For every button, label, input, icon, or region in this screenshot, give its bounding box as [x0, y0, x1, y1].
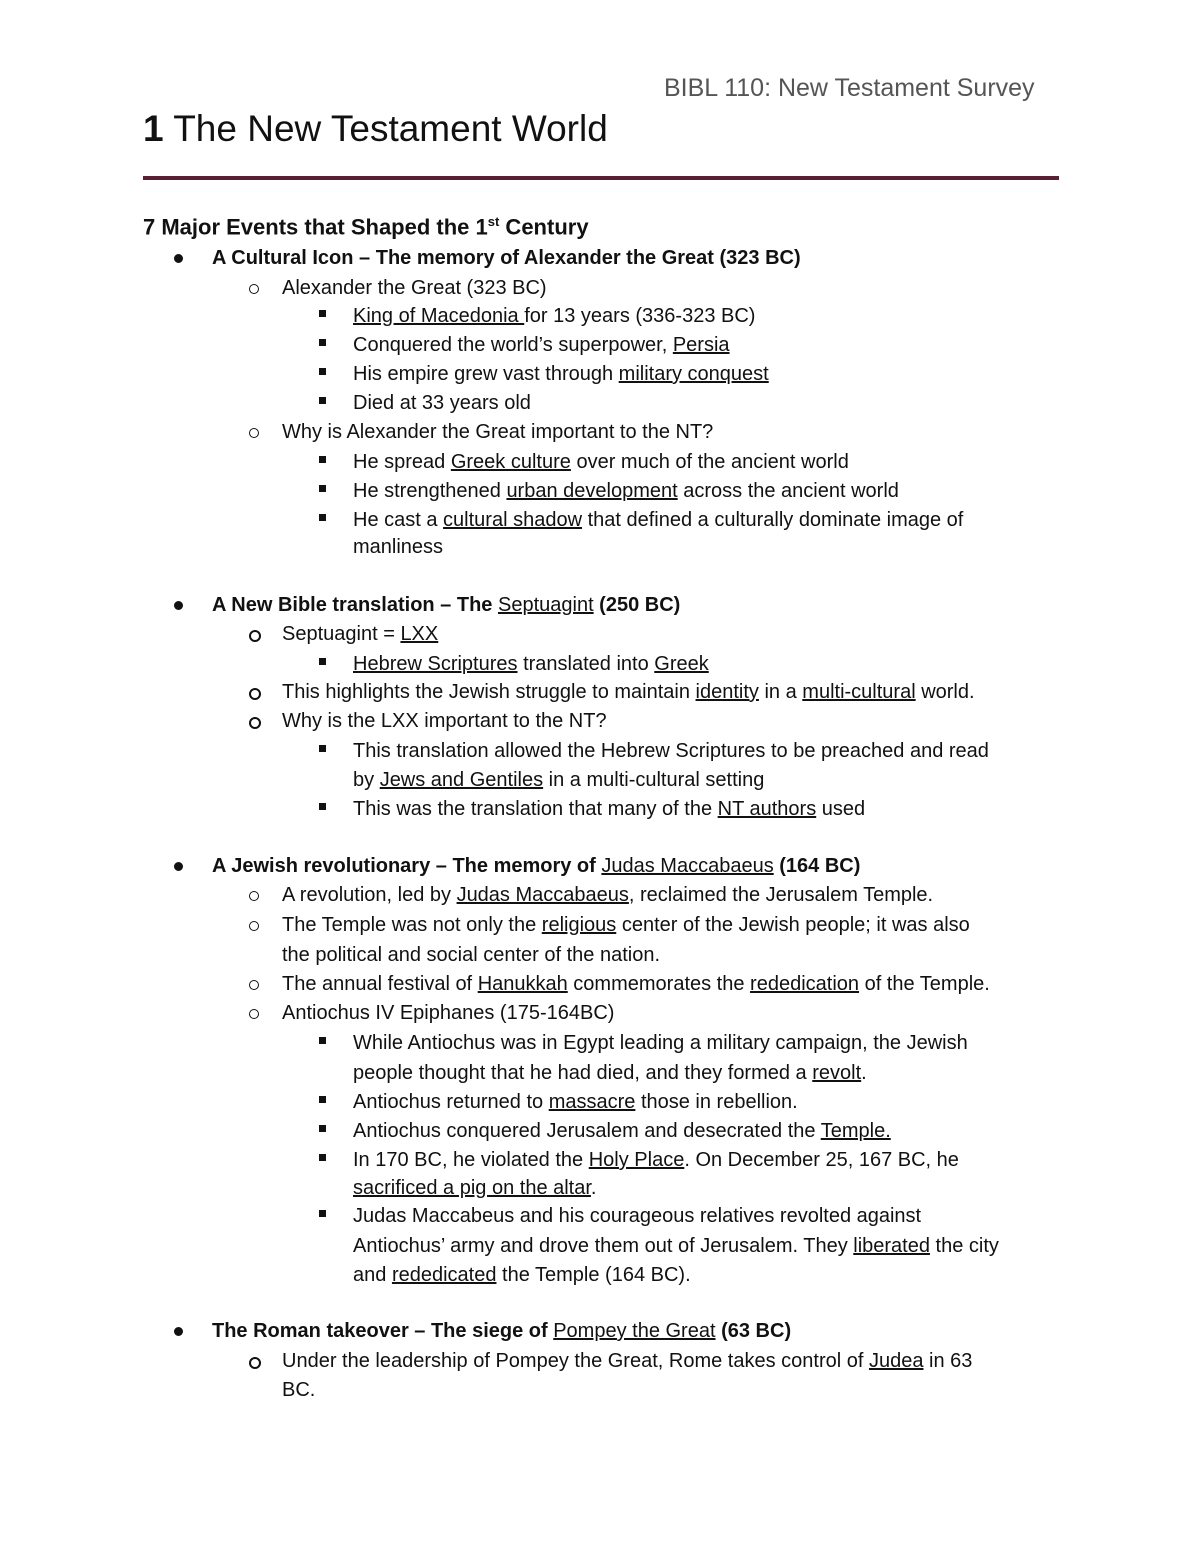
bullet-square-icon — [319, 1210, 326, 1217]
bullet-circle-icon — [249, 284, 259, 294]
bullet-circle-icon — [249, 891, 259, 901]
list-item: The annual festival of Hanukkah commemorates the rededication of the Temple. — [282, 973, 990, 995]
bullet-square-icon — [319, 658, 326, 665]
bullet-square-icon — [319, 339, 326, 346]
event-title: A Jewish revolutionary – The memory of Judas Maccabaeus (164 BC) — [212, 855, 861, 877]
bullet-square-icon — [319, 1037, 326, 1044]
bullet-square-icon — [319, 1154, 326, 1161]
list-item: Died at 33 years old — [353, 392, 531, 414]
section-heading — [143, 214, 589, 240]
bullet-circle-icon — [249, 921, 259, 931]
list-item: This translation allowed the Hebrew Scriptures to be preached and read — [353, 740, 989, 762]
bullet-circle-icon — [249, 630, 261, 642]
list-item-continued: Antiochus’ army and drove them out of Jerusalem. They liberated the city — [353, 1235, 999, 1257]
bullet-circle-icon — [249, 688, 261, 700]
list-item: Septuagint = LXX — [282, 623, 439, 645]
list-item: His empire grew vast through military conquest — [353, 363, 769, 385]
list-item: While Antiochus was in Egypt leading a military campaign, the Jewish — [353, 1032, 968, 1054]
list-item: Under the leadership of Pompey the Great, Rome takes control of Judea in 63 — [282, 1350, 973, 1372]
bullet-circle-icon — [249, 1357, 261, 1369]
list-item: Hebrew Scriptures translated into Greek — [353, 653, 709, 675]
bullet-dot-icon — [174, 1327, 183, 1336]
bullet-square-icon — [319, 1125, 326, 1132]
heading-text-end: Century — [499, 214, 589, 240]
list-item: Alexander the Great (323 BC) — [282, 277, 547, 299]
list-item-continued: manliness — [353, 536, 444, 558]
bullet-square-icon — [319, 368, 326, 375]
list-item: This highlights the Jewish struggle to maintain identity in a multi-cultural world. — [282, 681, 975, 703]
event-title: A Cultural Icon – The memory of Alexander the Great (323 BC) — [212, 247, 801, 269]
bullet-square-icon — [319, 485, 326, 492]
list-item-continued: people thought that he had died, and they formed a revolt. — [353, 1062, 867, 1084]
chapter-number: 1 — [143, 108, 164, 149]
bullet-dot-icon — [174, 254, 183, 263]
list-item: The Temple was not only the religious center of the Jewish people; it was also — [282, 914, 970, 936]
bullet-square-icon — [319, 310, 326, 317]
list-item-continued: BC. — [282, 1379, 316, 1401]
event-title: A New Bible translation – The Septuagint (250 BC) — [212, 594, 681, 616]
list-item: Antiochus IV Epiphanes (175-164BC) — [282, 1002, 615, 1024]
chapter-title: The New Testament World — [173, 108, 608, 149]
bullet-square-icon — [319, 514, 326, 521]
bullet-circle-icon — [249, 428, 259, 438]
list-item: A revolution, led by Judas Maccabaeus, reclaimed the Jerusalem Temple. — [282, 884, 934, 906]
bullet-circle-icon — [249, 1009, 259, 1019]
bullet-square-icon — [319, 397, 326, 404]
list-item: He cast a cultural shadow that defined a culturally dominate image of — [353, 509, 964, 531]
list-item: This was the translation that many of the NT authors used — [353, 798, 866, 820]
list-item: Why is Alexander the Great important to the NT? — [282, 421, 714, 443]
list-item: Conquered the world’s superpower, Persia — [353, 334, 730, 356]
list-item-continued: sacrificed a pig on the altar. — [353, 1177, 597, 1199]
list-item-continued: the political and social center of the nation. — [282, 944, 661, 966]
heading-text: 7 Major Events that Shaped the 1 — [143, 214, 488, 240]
bullet-square-icon — [319, 456, 326, 463]
course-header: BIBL 110: New Testament Survey — [664, 74, 1035, 102]
list-item: Judas Maccabeus and his courageous relatives revolted against — [353, 1205, 922, 1227]
list-item: Why is the LXX important to the NT? — [282, 710, 607, 732]
list-item: He spread Greek culture over much of the ancient world — [353, 451, 849, 473]
list-item-continued: and rededicated the Temple (164 BC). — [353, 1264, 691, 1286]
title-divider — [143, 176, 1059, 180]
bullet-square-icon — [319, 745, 326, 752]
bullet-dot-icon — [174, 601, 183, 610]
bullet-square-icon — [319, 1096, 326, 1103]
list-item-continued: by Jews and Gentiles in a multi-cultural setting — [353, 769, 765, 791]
list-item: Antiochus conquered Jerusalem and desecrated the Temple. — [353, 1120, 891, 1142]
event-title: The Roman takeover – The siege of Pompey the Great (63 BC) — [212, 1320, 792, 1342]
heading-superscript: st — [487, 214, 500, 229]
bullet-circle-icon — [249, 717, 261, 729]
bullet-square-icon — [319, 803, 326, 810]
list-item: Antiochus returned to massacre those in rebellion. — [353, 1091, 798, 1113]
list-item: King of Macedonia for 13 years (336-323 BC) — [353, 305, 756, 327]
bullet-circle-icon — [249, 980, 259, 990]
bullet-dot-icon — [174, 862, 183, 871]
list-item: In 170 BC, he violated the Holy Place. On December 25, 167 BC, he — [353, 1149, 959, 1171]
page-title — [143, 108, 608, 150]
list-item: He strengthened urban development across the ancient world — [353, 480, 899, 502]
